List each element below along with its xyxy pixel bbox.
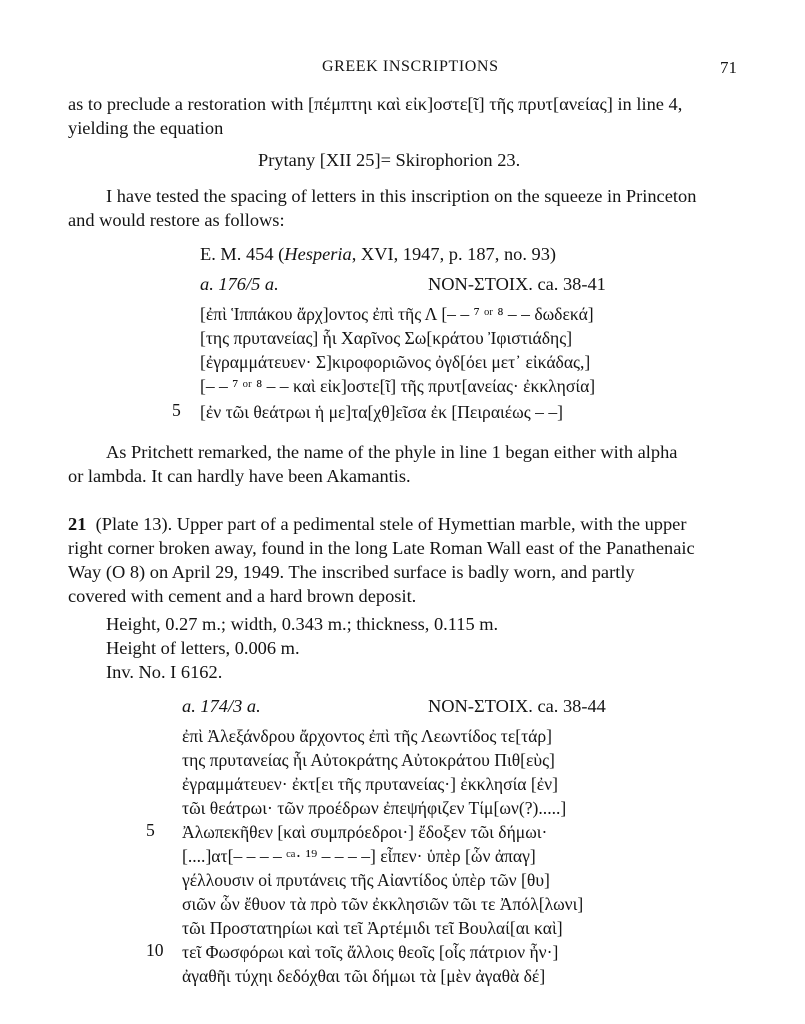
reference-prefix: E. M. 454 ( xyxy=(200,244,285,264)
inscription-line: ἀγαθῆι τύχηι δεδόχθαι τῶι δήμωι τὰ [μὲν ἀγαθὰ δέ] xyxy=(182,966,546,986)
entry-21-line-2: right corner broken away, found in the long Late Roman Wall east of the Panathenaic xyxy=(68,538,695,558)
inscription-stoich: NON-ΣΤΟΙΧ. ca. 38-41 xyxy=(428,274,606,294)
inscription-date: a. 176/5 a. xyxy=(200,274,279,294)
inscription-stoich: NON-ΣΤΟΙΧ. ca. 38-44 xyxy=(428,696,606,716)
reference-journal: Hesperia xyxy=(284,244,352,264)
line-number: 5 xyxy=(172,400,181,420)
entry-number: 21 xyxy=(68,514,87,534)
inscription-date: a. 174/3 a. xyxy=(182,696,261,716)
pritchett-line-1: As Pritchett remarked, the name of the phyle in line 1 began either with alpha xyxy=(106,442,678,462)
inscription-line: της πρυτανείας ἧι Αὐτοκράτης Αὐτοκράτου Πιθ[εὺς] xyxy=(182,750,555,770)
inscription-line: τῶι θεάτρωι· τῶν προέδρων ἐπεψήφιζεν Τίμ[ων(?).....] xyxy=(182,798,567,818)
page-number: 71 xyxy=(720,58,737,77)
inscription-line: τεῖ Φωσφόρωι καὶ τοῖς ἄλλοις θεοῖς [οἷς πάτριον ἦν·] xyxy=(182,942,559,962)
entry-inventory: Inv. No. I 6162. xyxy=(106,662,223,682)
inscription-line: Ἀλωπεκῆθεν [καὶ συμπρόεδροι·] ἔδοξεν τῶι δήμωι· xyxy=(182,822,548,842)
entry-21-line-1 xyxy=(68,512,686,536)
intro-line-1: as to preclude a restoration with [πέμπτηι καὶ εἰκ]οστε[ῖ] τῆς πρυτ[ανείας] in line 4, xyxy=(68,94,683,114)
inscription-reference xyxy=(200,242,556,266)
inscription-line: ἐπὶ Ἀλεξάνδρου ἄρχοντος ἐπὶ τῆς Λεωντίδος τε[τάρ] xyxy=(182,726,553,746)
inscription-line: σιῶν ὧν ἔθυον τὰ πρὸ τῶν ἐκκλησιῶν τῶι τε Ἀπόλ[λωνι] xyxy=(182,894,584,914)
running-title: GREEK INSCRIPTIONS xyxy=(322,58,499,75)
spacing-line-1: I have tested the spacing of letters in this inscription on the squeeze in Princeton xyxy=(106,186,697,206)
line-number: 5 xyxy=(146,820,155,840)
entry-description: (Plate 13). Upper part of a pedimental stele of Hymettian marble, with the upper xyxy=(95,514,687,534)
inscription-line: [ἐν τῶι θεάτρωι ἡ με]τα[χθ]εῖσα ἐκ [Πειραιέως – –] xyxy=(200,402,563,422)
entry-letter-height: Height of letters, 0.006 m. xyxy=(106,638,300,658)
inscription-line: [....]ατ[– – – – ᶜᵃ· ¹⁹ – – – –] εἶπεν· ὑπὲρ [ὧν ἀπαγ] xyxy=(182,846,536,866)
inscription-line: [της πρυτανείας] ἧι Χαρῖνος Σω[κράτου Ἰφιστιάδης] xyxy=(200,328,573,348)
entry-dimensions: Height, 0.27 m.; width, 0.343 m.; thickness, 0.115 m. xyxy=(106,614,499,634)
inscription-line: [ἐπὶ Ἱππάκου ἄρχ]οντος ἐπὶ τῆς Λ [– – ⁷ ᵒʳ ⁸ – – δωδεκά] xyxy=(200,304,594,324)
inscription-line: γέλλουσιν οἱ πρυτάνεις τῆς Αἰαντίδος ὑπὲρ τῶν [θυ] xyxy=(182,870,550,890)
inscription-line: ἐγραμμάτευεν· ἐκτ[ει τῆς πρυτανείας·] ἐκκλησία [ἐν] xyxy=(182,774,558,794)
spacing-line-2: and would restore as follows: xyxy=(68,210,285,230)
entry-21-line-3: Way (O 8) on April 29, 1949. The inscribed surface is badly worn, and partly xyxy=(68,562,635,582)
inscription-line: [– – ⁷ ᵒʳ ⁸ – – καὶ εἰκ]οστε[ῖ] τῆς πρυτ[ανείας· ἐκκλησία] xyxy=(200,376,596,396)
intro-line-2: yielding the equation xyxy=(68,118,224,138)
inscription-line: [ἐγραμμάτευεν· Σ]κιροφοριῶνος ὀγδ[όει μετ᾽ εἰκάδας,] xyxy=(200,352,591,372)
line-number: 10 xyxy=(146,940,164,960)
pritchett-line-2: or lambda. It can hardly have been Akamantis. xyxy=(68,466,411,486)
reference-rest: , XVI, 1947, p. 187, no. 93) xyxy=(351,244,557,264)
inscription-line: τῶι Προστατηρίωι καὶ τεῖ Ἀρτέμιδι τεῖ Βουλαί[αι καὶ] xyxy=(182,918,563,938)
equation: Prytany [XII 25]= Skirophorion 23. xyxy=(258,150,521,170)
entry-21-line-4: covered with cement and a hard brown deposit. xyxy=(68,586,417,606)
